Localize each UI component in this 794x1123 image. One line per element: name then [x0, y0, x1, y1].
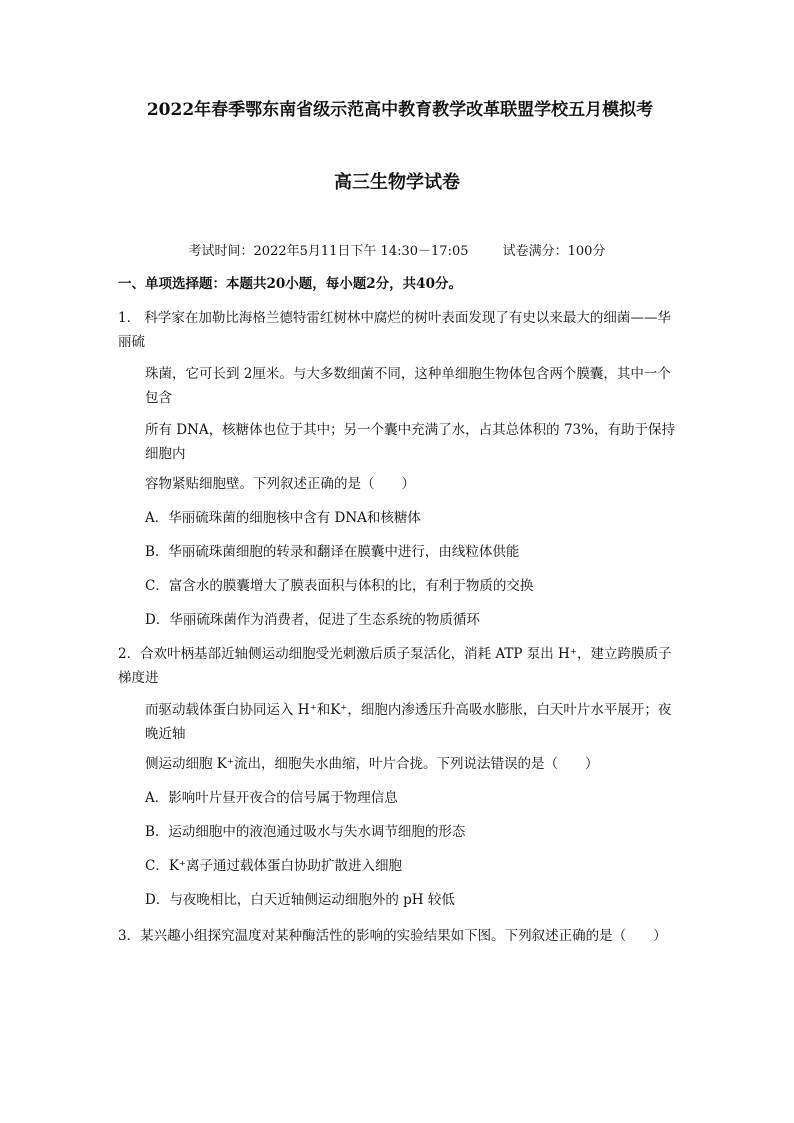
q1-stem-line1: 1． 科学家在加勒比海格兰德特雷红树林中腐烂的树叶表面发现了有史以来最大的细菌——华丽硫 — [118, 310, 671, 350]
q3-stem-line1: 3．某兴趣小组探究温度对某种酶活性的影响的实验结果如下图。下列叙述正确的是（ ） — [118, 928, 667, 944]
exam-subtitle: 高三生物学试卷 — [334, 172, 460, 193]
exam-time: 考试时间：2022年5月11日下午 14:30－17:05 — [188, 244, 469, 259]
q2-stem-line2: 而驱动载体蛋白协同运入 H⁺和K⁺，细胞内渗透压升高吸水膨胀，白天叶片水平展开；夜晚近轴 — [145, 702, 672, 742]
q2-stem-line3: 侧运动细胞 K⁺流出，细胞失水曲缩，叶片合拢。下列说法错误的是（ ） — [145, 756, 599, 772]
section-heading: 一、单项选择题：本题共20小题，每小题2分，共40分。 — [118, 276, 462, 292]
exam-meta — [0, 240, 794, 259]
q1-stem-line3: 所有 DNA，核糖体也位于其中；另一个囊中充满了水，占其总体积的 73%，有助于保持细胞内 — [145, 422, 675, 462]
q1-option-b: B．华丽硫珠菌细胞的转录和翻译在膜囊中进行，由线粒体供能 — [145, 544, 520, 560]
q2-option-a: A．影响叶片昼开夜合的信号属于物理信息 — [145, 790, 398, 806]
q2-option-c: C．K⁺离子通过载体蛋白协助扩散进入细胞 — [145, 858, 403, 874]
q1-option-d: D．华丽硫珠菌作为消费者，促进了生态系统的物质循环 — [145, 612, 480, 628]
full-score: 试卷满分：100分 — [502, 244, 606, 259]
q1-stem-line2: 珠菌，它可长到 2厘米。与大多数细菌不同，这种单细胞生物体包含两个膜囊，其中一个包含 — [145, 366, 671, 406]
exam-title: 2022年春季鄂东南省级示范高中教育教学改革联盟学校五月模拟考 — [146, 100, 654, 120]
q1-option-a: A．华丽硫珠菌的细胞核中含有 DNA和核糖体 — [145, 510, 421, 526]
q2-option-b: B．运动细胞中的液泡通过吸水与失水调节细胞的形态 — [145, 824, 466, 840]
q1-stem-line4: 容物紧贴细胞壁。下列叙述正确的是（ ） — [145, 476, 415, 492]
q1-option-c: C．富含水的膜囊增大了膜表面积与体积的比，有利于物质的交换 — [145, 578, 534, 594]
q2-stem-line1: 2．合欢叶柄基部近轴侧运动细胞受光刺激后质子泵活化，消耗 ATP 泵出 H⁺，建立跨膜质子梯度进 — [118, 646, 672, 686]
q2-option-d: D．与夜晚相比，白天近轴侧运动细胞外的 pH 较低 — [145, 892, 455, 908]
